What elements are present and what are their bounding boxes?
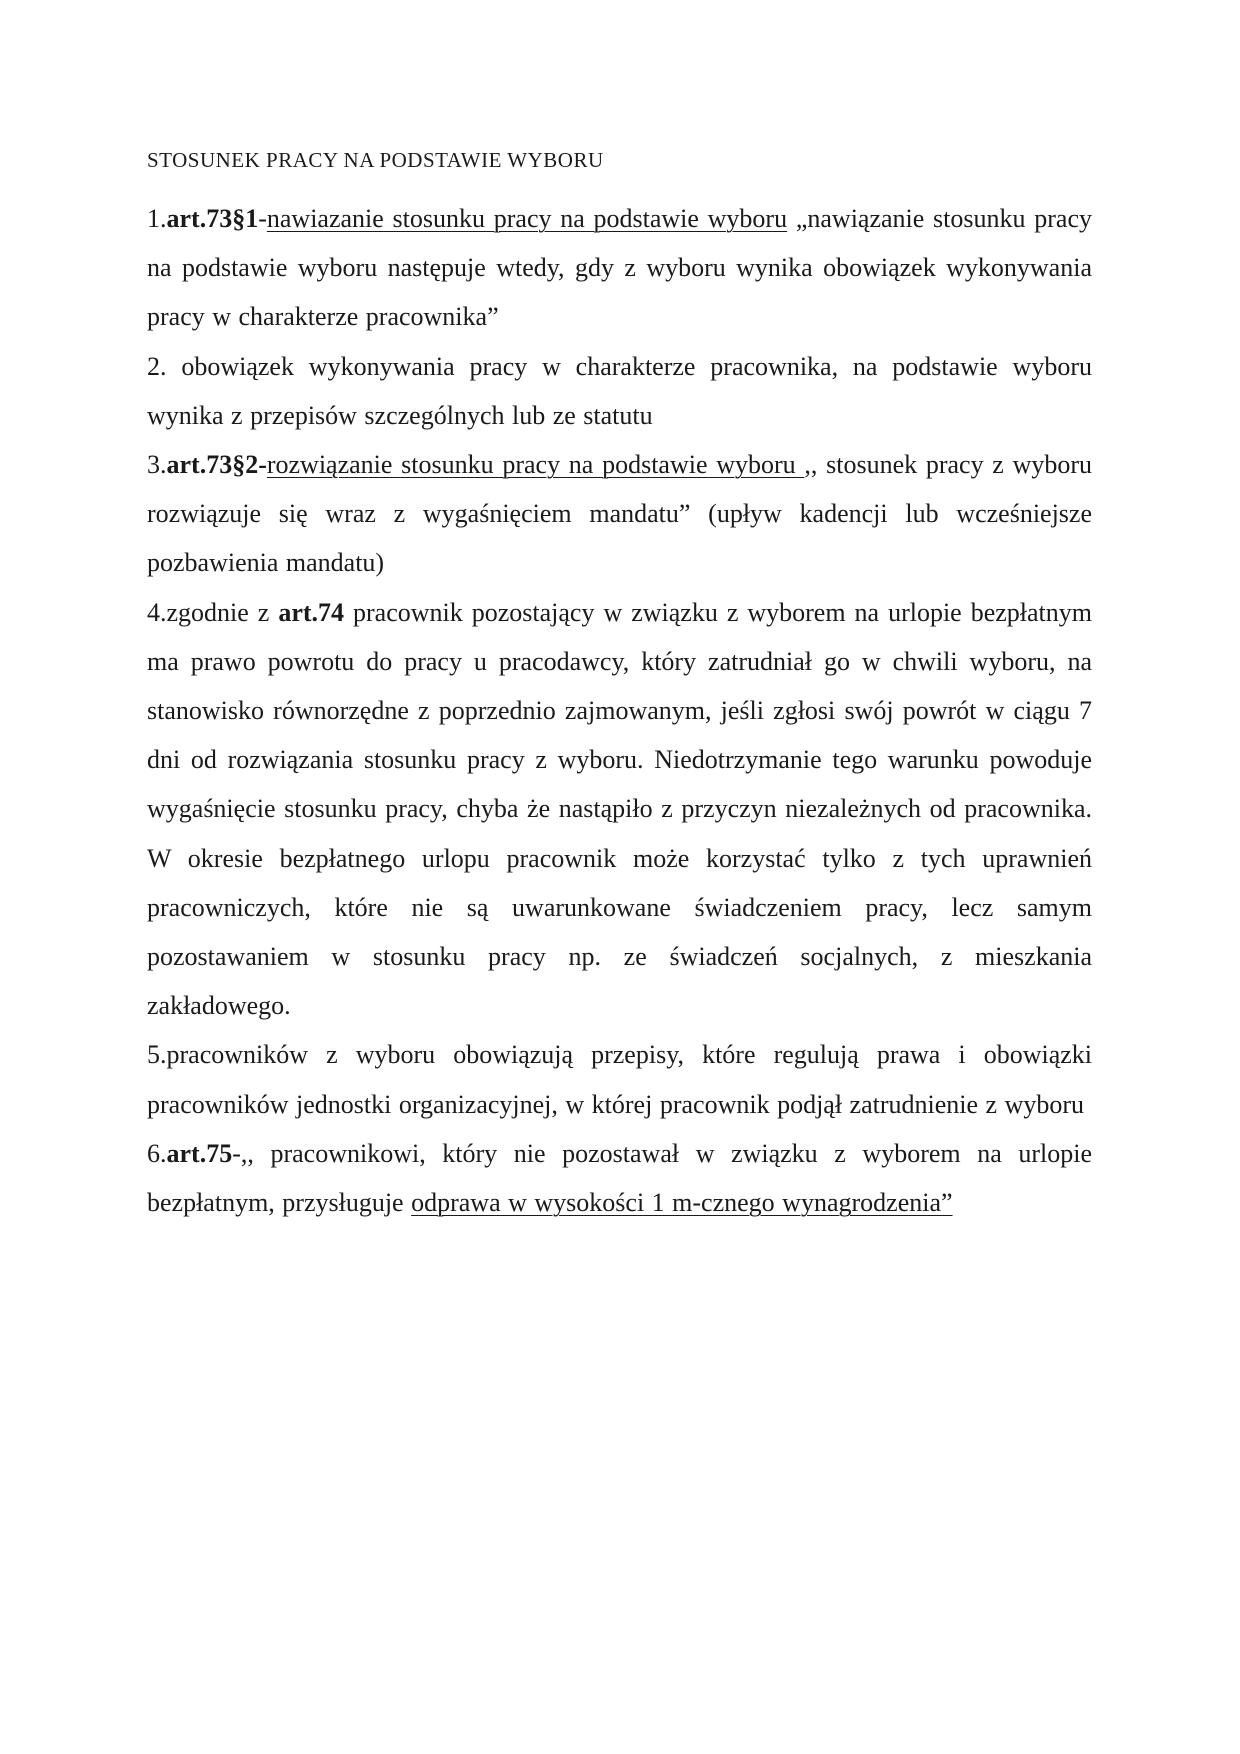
paragraph-6-number: 6. xyxy=(147,1138,167,1168)
paragraph-1-text: „nawiązanie stosunku pracy na podstawie wyboru następuje wtedy, gdy z wyboru wynika obowiązek wykonywania pracy w charakterze pracownika” xyxy=(147,204,1092,332)
paragraph-6 xyxy=(147,1129,1092,1227)
paragraph-1-number: 1. xyxy=(147,204,167,233)
paragraph-3-underlined-heading: rozwiązanie stosunku pracy na podstawie wyboru xyxy=(266,450,805,480)
paragraph-4-text: pracownik pozostający w związku z wyborem na urlopie bezpłatnym ma prawo powrotu do pracy u pracodawcy, który zatrudniał go w chwili wyboru, na stanowisko równorzędne z poprzednio zajmowanym, jeśli zgłosi swój powrót w ciągu 7 dni od rozwiązania stosunku pracy z wyboru. Niedotrzymanie tego warunku powoduje wygaśnięcie stosunku pracy, chyba że nastąpiło z przyczyn niezależnych od pracownika. W okresie bezpłatnego urlopu pracownik może korzystać tylko z tych uprawnień pracowniczych, które nie są uwarunkowane świadczeniem pracy, lecz samym pozostawaniem w stosunku pracy np. ze świadczeń socjalnych, z mieszkania zakładowego. xyxy=(147,597,1093,1021)
paragraph-2-text: 2. obowiązek wykonywania pracy w charakterze pracownika, na podstawie wyboru wynika z przepisów szczególnych lub ze statutu xyxy=(147,351,1092,430)
document-title: STOSUNEK PRACY NA PODSTAWIE WYBORU xyxy=(147,148,604,172)
paragraph-4-prefix: 4.zgodnie z xyxy=(147,597,279,627)
paragraph-3-number: 3. xyxy=(147,450,167,480)
paragraph-1-article-ref: art.73§1 xyxy=(166,204,259,233)
paragraph-6-underlined-text: odprawa w wysokości 1 m-cznego wynagrodzenia” xyxy=(411,1188,953,1218)
paragraph-2 xyxy=(147,342,1092,440)
paragraph-4-article-ref: art.74 xyxy=(278,597,345,627)
paragraph-6-article-ref: art.75 xyxy=(166,1138,233,1168)
document-page xyxy=(147,140,1092,1227)
paragraph-3-text: ,, stosunek pracy z wyboru rozwiązuje się wraz z wygaśnięciem mandatu” (upływ kadencji lub wcześniejsze pozbawienia mandatu) xyxy=(147,450,1092,578)
paragraph-3-article-ref: art.73§2- xyxy=(166,450,267,480)
paragraph-4 xyxy=(147,588,1092,1031)
paragraph-5 xyxy=(147,1030,1092,1128)
paragraph-1-underlined-heading: nawiazanie stosunku pracy na podstawie wyboru xyxy=(266,204,788,233)
paragraph-5-text: 5.pracowników z wyboru obowiązują przepisy, które regulują prawa i obowiązki pracowników jednostki organizacyjnej, w której pracownik podjął zatrudnienie z wyboru xyxy=(147,1040,1092,1119)
paragraph-1-separator: - xyxy=(258,204,267,233)
paragraph-1 xyxy=(147,194,1092,342)
paragraph-3 xyxy=(147,440,1092,588)
paragraph-6-text: -,, pracownikowi, który nie pozostawał w związku z wyborem na urlopie bezpłatnym, przysługuje xyxy=(147,1138,1092,1218)
